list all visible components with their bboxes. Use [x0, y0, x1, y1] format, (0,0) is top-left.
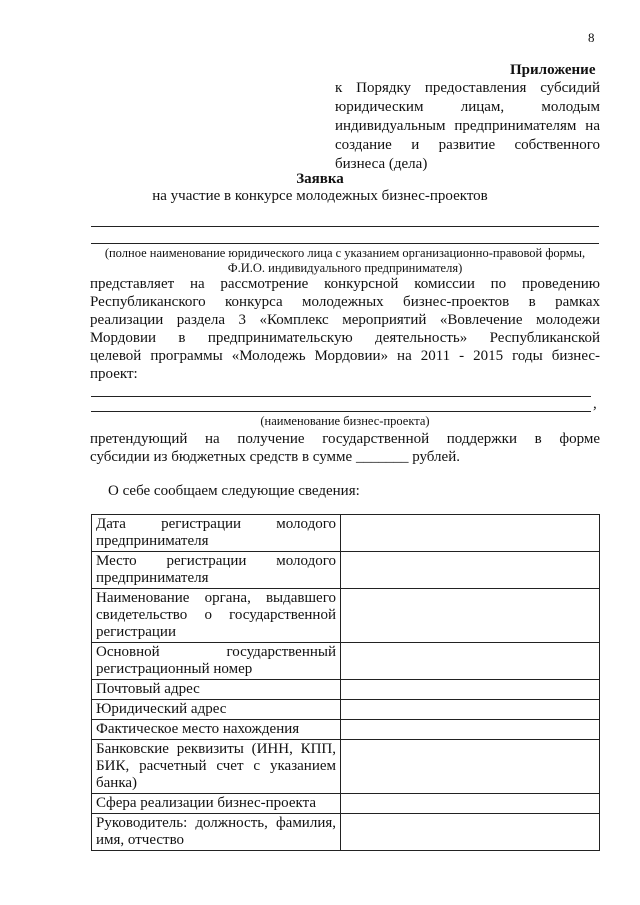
row-label-line: Почтовый адрес	[96, 681, 200, 697]
paragraph-line: субсидии из бюджетных средств в сумме _______ рублей.	[90, 449, 460, 465]
table-row	[92, 552, 600, 589]
appendix-line: индивидуальным предпринимателям на	[335, 118, 600, 134]
row-label-line: Руководитель: должность, фамилия,	[96, 815, 336, 831]
paragraph-line: целевой программы «Молодежь Мордовии» на 2011 - 2015 годы бизнес-	[90, 348, 600, 364]
paragraph-line: претендующий на получение государственной поддержки в форме	[90, 431, 600, 447]
row-value-field[interactable]	[341, 814, 600, 851]
paragraph-claim	[90, 430, 600, 466]
paragraph-line: представляет на рассмотрение конкурсной комиссии по проведению	[90, 276, 600, 292]
row-label-line: Фактическое место нахождения	[96, 721, 300, 737]
paragraph-line: реализации раздела 3 «Комплекс мероприятий «Вовлечение молодежи	[90, 312, 600, 328]
paragraph-line: проект:	[90, 366, 138, 382]
appendix-reference	[335, 79, 600, 174]
row-label-line: свидетельство о государственной	[96, 607, 336, 623]
row-value-field[interactable]	[341, 552, 600, 589]
project-name-line-2[interactable]	[91, 411, 591, 412]
row-label-line: БИК, расчетный счет с указанием	[96, 758, 336, 774]
page-number: 8	[588, 30, 595, 45]
appendix-title: Приложение	[510, 62, 596, 78]
row-label-line: регистрации	[96, 624, 176, 640]
row-label-line: регистрационный номер	[96, 661, 253, 677]
appendix-line: создание и развитие собственного	[335, 137, 600, 153]
table-row	[92, 814, 600, 851]
row-label-line: Место регистрации молодого	[96, 553, 336, 569]
applicant-caption-line: (полное наименование юридического лица с указанием организационно-правовой формы,	[104, 246, 586, 260]
table-row	[92, 680, 600, 700]
row-value-field[interactable]	[341, 740, 600, 794]
row-label	[92, 515, 341, 552]
row-label-line: предпринимателя	[96, 570, 209, 586]
document-subtitle: на участие в конкурсе молодежных бизнес-проектов	[152, 188, 488, 204]
row-label	[92, 643, 341, 680]
applicant-caption	[90, 246, 600, 276]
row-value-field[interactable]	[341, 589, 600, 643]
paragraph-line: Мордовии в предпринимательскую деятельность» Республиканской	[90, 330, 600, 346]
row-label	[92, 589, 341, 643]
project-caption: (наименование бизнес-проекта)	[260, 414, 430, 428]
row-label-line: Юридический адрес	[96, 701, 227, 717]
row-label-line: предпринимателя	[96, 533, 209, 549]
row-value-field[interactable]	[341, 680, 600, 700]
table-row	[92, 720, 600, 740]
applicant-name-line-1[interactable]	[91, 226, 599, 227]
row-value-field[interactable]	[341, 643, 600, 680]
project-name-line-1[interactable]	[91, 396, 591, 397]
table-row	[92, 740, 600, 794]
table-row	[92, 515, 600, 552]
applicant-caption-line: Ф.И.О. индивидуального предпринимателя)	[227, 261, 463, 275]
row-label	[92, 680, 341, 700]
row-label	[92, 720, 341, 740]
row-label	[92, 740, 341, 794]
row-label-line: банка)	[96, 775, 138, 791]
appendix-line: юридическим лицам, молодым	[335, 99, 600, 115]
table-row	[92, 589, 600, 643]
project-name-comma: ,	[593, 396, 597, 412]
table-row	[92, 700, 600, 720]
row-value-field[interactable]	[341, 720, 600, 740]
table-row	[92, 794, 600, 814]
appendix-line: бизнеса (дела)	[335, 156, 428, 172]
document-title: Заявка	[296, 171, 344, 187]
row-label	[92, 700, 341, 720]
row-value-field[interactable]	[341, 700, 600, 720]
row-label-line: Основной государственный	[96, 644, 336, 660]
paragraph-line: Республиканского конкурса молодежных бизнес-проектов в рамках	[90, 294, 600, 310]
row-label	[92, 794, 341, 814]
row-label-line: Банковские реквизиты (ИНН, КПП,	[96, 741, 336, 757]
appendix-line: к Порядку предоставления субсидий	[335, 80, 600, 96]
row-label-line: Наименование органа, выдавшего	[96, 590, 336, 606]
row-label-line: Дата регистрации молодого	[96, 516, 336, 532]
row-label	[92, 552, 341, 589]
info-intro: О себе сообщаем следующие сведения:	[108, 483, 360, 499]
paragraph-submission	[90, 275, 600, 383]
applicant-name-line-2[interactable]	[91, 243, 599, 244]
applicant-info-table	[91, 514, 600, 851]
row-label-line: Сфера реализации бизнес-проекта	[96, 795, 316, 811]
row-value-field[interactable]	[341, 515, 600, 552]
row-value-field[interactable]	[341, 794, 600, 814]
row-label-line: имя, отчество	[96, 832, 185, 848]
row-label	[92, 814, 341, 851]
table-row	[92, 643, 600, 680]
